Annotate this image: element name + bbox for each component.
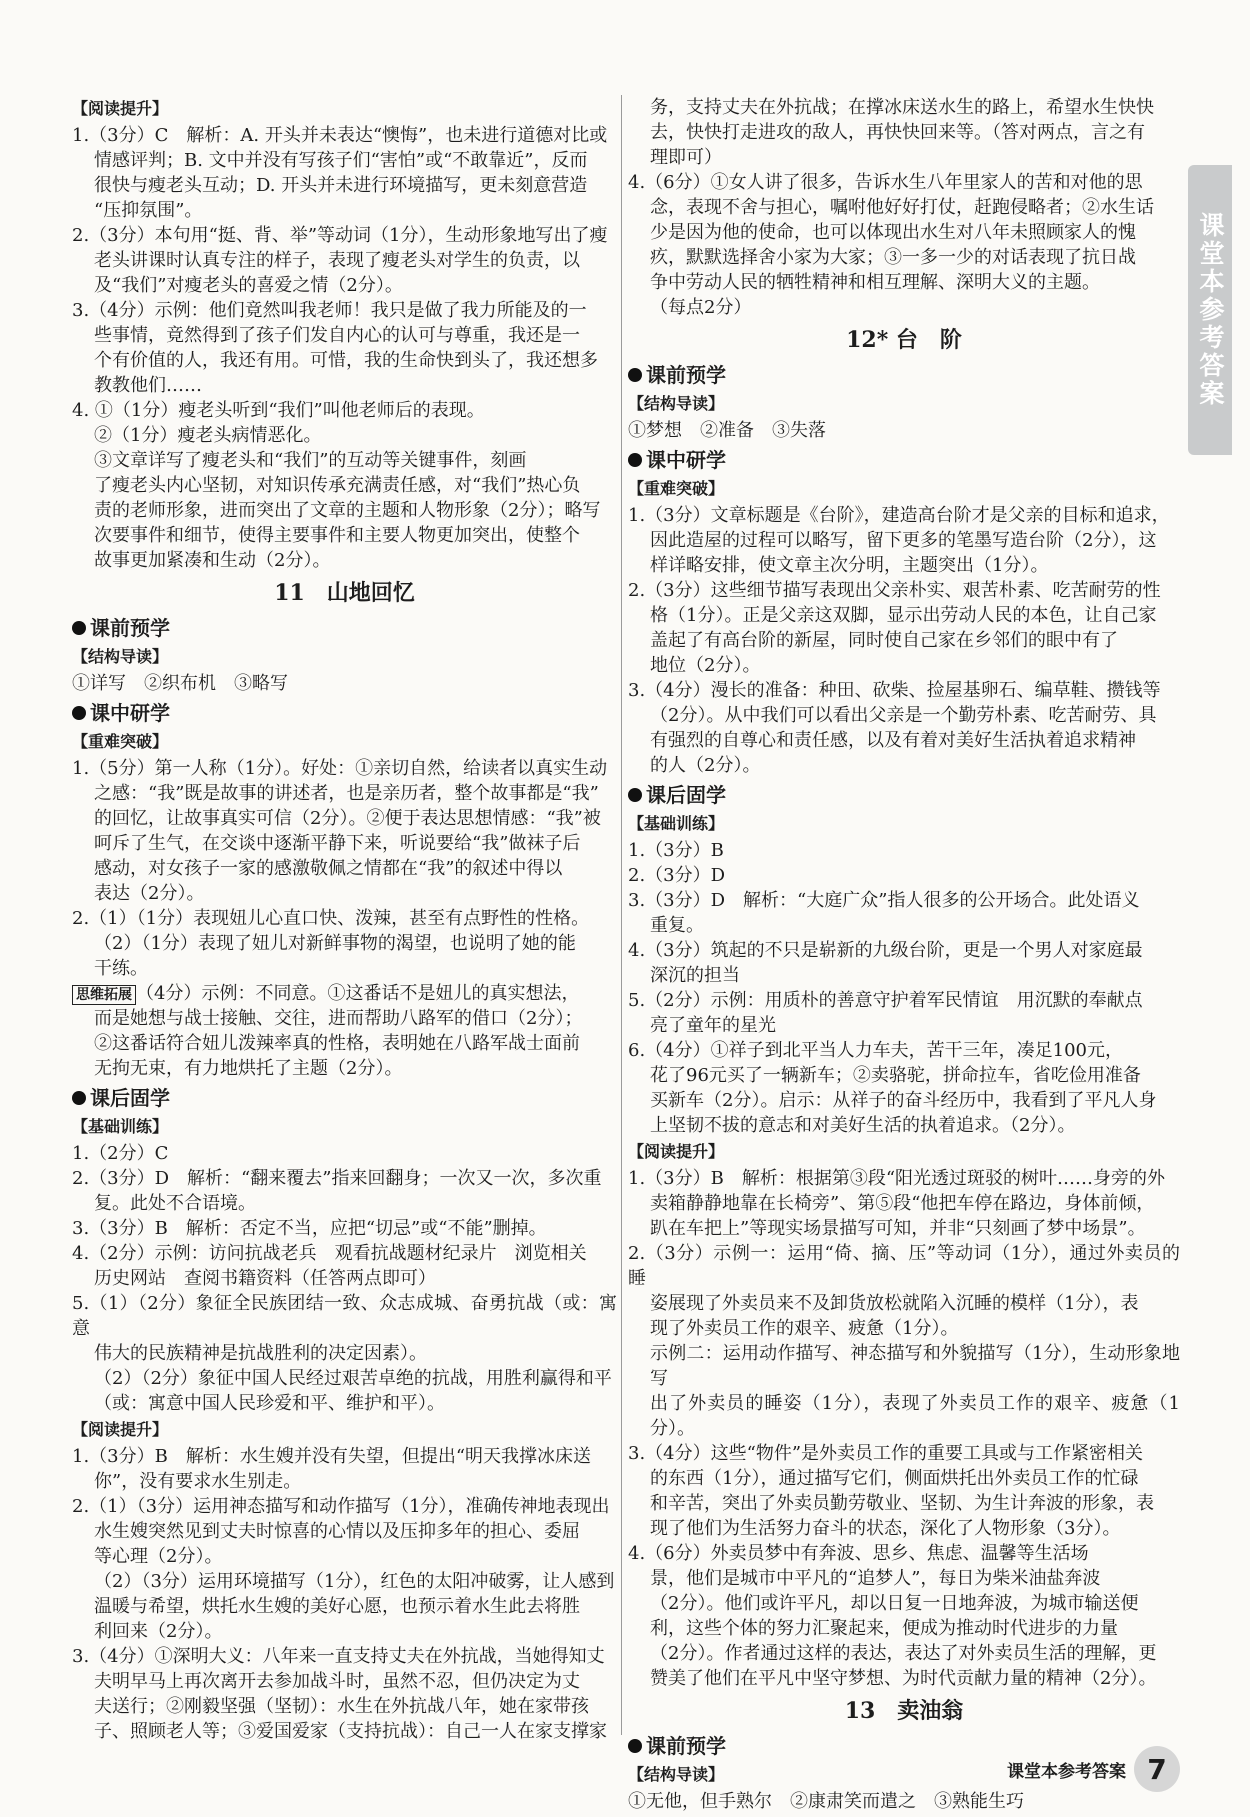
answer-line: 4.（6分）①女人讲了很多，告诉水生八年里家人的苦和对他的思 (628, 172, 1143, 193)
answer-line: 夫明早马上再次离开去参加战斗时，虽然不忍，但仍决定为丈 (94, 1671, 580, 1692)
answer-line: 感动，对女孩子一家的感激敬佩之情都在“我”的叙述中得以 (94, 858, 563, 879)
section-heading (72, 613, 617, 643)
bullet-dot-icon (72, 1091, 86, 1105)
subsection-tag: 【阅读提升】 (72, 1420, 169, 1439)
section-heading-text: 课中研学 (646, 448, 726, 472)
answer-line: 3.（4分）示例：他们竟然叫我老师！我只是做了我力所能及的一 (72, 300, 587, 321)
answer-line: 夫送行；②刚毅坚强（坚韧）：水生在外抗战八年，她在家带孩 (94, 1696, 589, 1717)
answer-line: 地位（2分）。 (650, 655, 761, 676)
answer-line: 务，支持丈夫在外抗战；在撑冰床送水生的路上，希望水生快快 (650, 97, 1154, 118)
answer-line: 姿展现了外卖员来不及卸货放松就陷入沉睡的模样（1分），表 (650, 1293, 1139, 1314)
answer-line: 因此造屋的过程可以略写，留下更多的笔墨写造台阶（2分），这 (650, 530, 1157, 551)
section-heading (628, 780, 1180, 810)
answer-line: 及“我们”对瘦老头的喜爱之情（2分）。 (94, 275, 403, 296)
lesson-title: 11 山地回忆 (274, 580, 415, 606)
answer-line: 争中劳动人民的牺牲精神和相互理解、深明大义的主题。 (650, 272, 1100, 293)
lesson-title: 12* 台 阶 (846, 327, 962, 353)
answer-line: 样详略安排，使文章主次分明，主题突出（1分）。 (650, 555, 1049, 576)
answer-line: 子、照顾老人等；③爱国爱家（支持抗战）：自己一人在家支撑家 (94, 1721, 607, 1742)
subsection-tag: 【结构导读】 (72, 647, 169, 666)
answer-line: 3.（3分）B 解析：否定不当，应把“切忌”或“不能”删掉。 (72, 1218, 547, 1239)
side-tab: 课堂本参考答案 (1188, 165, 1232, 455)
answer-line: 4.（2分）示例：访问抗战老兵 观看抗战题材纪录片 浏览相关 (72, 1243, 587, 1264)
answer-text: （4分）示例：不同意。①这番话不是妞儿的真实想法， (136, 983, 580, 1004)
answer-line: 表达（2分）。 (94, 883, 205, 904)
answer-line: 教教他们…… (94, 375, 202, 396)
answer-line: 少是因为他的使命，也可以体现出水生对八年未照顾家人的愧 (650, 222, 1136, 243)
page-footer (1007, 1746, 1180, 1792)
bullet-dot-icon (628, 368, 642, 382)
answer-line: 温暖与希望，烘托水生嫂的美好心愿，也预示着水生此去将胜 (94, 1596, 580, 1617)
answer-line: 次要事件和细节，使得主要事件和主要人物更加突出，使整个 (94, 525, 580, 546)
answer-line: 去，快快打走进攻的敌人，再快快回来等。（答对两点，言之有 (650, 122, 1145, 143)
answer-line: （2）（3分）运用环境描写（1分），红色的太阳冲破雾，让人感到 (94, 1571, 615, 1592)
answer-line: 4.（6分）外卖员梦中有奔波、思乡、焦虑、温馨等生活场 (628, 1543, 1089, 1564)
answer-line: 利，这些个体的努力汇聚起来，便成为推动时代进步的力量 (650, 1618, 1118, 1639)
answer-line: 3.（3分）D 解析：“大庭广众”指人很多的公开场合。此处语义 (628, 890, 1140, 911)
answer-line: 疚，默默选择舍小家为大家；③一多一少的对话表现了抗日战 (650, 247, 1136, 268)
section-heading (72, 698, 617, 728)
left-column (72, 95, 617, 1744)
answer-line: 1.（3分）C 解析：A. 开头并未表达“懊悔”，也未进行道德对比或 (72, 125, 608, 146)
answer-line: 个有价值的人，我还有用。可惜，我的生命快到头了，我还想多 (94, 350, 598, 371)
answer-line: ①详写 ②织布机 ③略写 (72, 673, 288, 694)
answer-line: 买新车（2分）。启示：从祥子的奋斗经历中，我看到了平凡人身 (650, 1090, 1157, 1111)
answer-line: 赞美了他们在平凡中坚守梦想、为时代贡献力量的精神（2分）。 (650, 1668, 1157, 1689)
subsection-tag: 【结构导读】 (628, 1765, 725, 1784)
bullet-dot-icon (628, 1739, 642, 1753)
answer-line: 深沉的担当 (650, 965, 740, 986)
answer-line: 2.（1）（1分）表现妞儿心直口快、泼辣，甚至有点野性的性格。 (72, 908, 590, 929)
think-expand-label: 思维拓展 (72, 985, 136, 1005)
answer-line: （2分）。作者通过这样的表达，表达了对外卖员生活的理解，更 (650, 1643, 1157, 1664)
answer-line: 了瘦老头内心坚韧，对知识传承充满责任感，对“我们”热心负 (94, 475, 581, 496)
section-heading (628, 360, 1180, 390)
lesson-title: 13 卖油翁 (844, 1698, 964, 1724)
answer-line: 4. ①（1分）瘦老头听到“我们”叫他老师后的表现。 (72, 400, 485, 421)
answer-line: 和辛苦，突出了外卖员勤劳敬业、坚韧、为生计奔波的形象，表 (650, 1493, 1154, 1514)
answer-line: 的人（2分）。 (650, 755, 761, 776)
answer-line: 之感：“我”既是故事的讲述者，也是亲历者，整个故事都是“我” (94, 783, 599, 804)
subsection-tag: 【重难突破】 (72, 732, 169, 751)
answer-line: （或：寓意中国人民珍爱和平、维护和平）。 (94, 1393, 445, 1414)
answer-line: 3.（4分）这些“物件”是外卖员工作的重要工具或与工作紧密相关 (628, 1443, 1144, 1464)
answer-line: 1.（3分）B (628, 840, 724, 861)
answer-line: 伟大的民族精神是抗战胜利的决定因素）。 (94, 1343, 427, 1364)
answer-line: ①梦想 ②准备 ③失落 (628, 420, 826, 441)
answer-line: （2分）。他们或许平凡，却以日复一日地奔波，为城市输送便 (650, 1593, 1139, 1614)
answer-line: 格（1分）。正是父亲这双脚，显示出劳动人民的本色，让自己家 (650, 605, 1157, 626)
answer-line: 历史网站 查阅书籍资料（任答两点即可） (94, 1268, 436, 1289)
subsection-tag: 【阅读提升】 (628, 1142, 725, 1161)
answer-line: 2.（3分）D 解析：“翻来覆去”指来回翻身；一次又一次，多次重 (72, 1168, 602, 1189)
bullet-dot-icon (72, 621, 86, 635)
column-divider (621, 95, 622, 1735)
answer-line: 故事更加紧凑和生动（2分）。 (94, 550, 331, 571)
section-heading-text: 课前预学 (646, 1734, 726, 1758)
section-heading-text: 课前预学 (90, 616, 170, 640)
answer-line: 干练。 (94, 958, 148, 979)
answer-line: 很快与瘦老头互动；D. 开头并未进行环境描写，更未刻意营造 (94, 175, 588, 196)
section-heading-text: 课前预学 (646, 363, 726, 387)
page-number: 7 (1134, 1746, 1180, 1792)
subsection-tag: 【基础训练】 (628, 814, 725, 833)
answer-line: 盖起了有高台阶的新屋，同时使自己家在乡邻们的眼中有了 (650, 630, 1118, 651)
bullet-dot-icon (628, 453, 642, 467)
answer-line: 理即可） (650, 147, 722, 168)
subsection-tag: 【结构导读】 (628, 394, 725, 413)
answer-line: ②这番话符合妞儿泼辣率真的性格，表明她在八路军战士面前 (94, 1033, 580, 1054)
answer-line: 趴在车把上”等现实场景描写可知，并非“只刻画了梦中场景”。 (650, 1218, 1146, 1239)
answer-line: “压抑氛围”。 (94, 200, 203, 221)
answer-line: 复。此处不合语境。 (94, 1193, 256, 1214)
answer-line: 水生嫂突然见到丈夫时惊喜的心情以及压抑多年的担心、委屈 (94, 1521, 580, 1542)
answer-line: 有强烈的自尊心和责任感，以及有着对美好生活执着追求精神 (650, 730, 1136, 751)
answer-line: 念，表现不舍与担心，嘱咐他好好打仗，赶跑侵略者；②水生话 (650, 197, 1154, 218)
answer-line: 你”，没有要求水生别走。 (94, 1471, 302, 1492)
answer-line: 3.（4分）漫长的准备：种田、砍柴、捡屋基卵石、编草鞋、攒钱等 (628, 680, 1161, 701)
answer-line: 情感评判；B. 文中并没有写孩子们“害怕”或“不敢靠近”，反而 (94, 150, 588, 171)
answer-line: 重复。 (650, 915, 704, 936)
answer-line: 2.（1）（3分）运用神态描写和动作描写（1分），准确传神地表现出 (72, 1496, 610, 1517)
answer-line: 4.（3分）筑起的不只是崭新的九级台阶，更是一个男人对家庭最 (628, 940, 1143, 961)
answer-line: 2.（3分）示例一：运用“倚、摘、压”等动词（1分），通过外卖员的睡 (628, 1243, 1180, 1289)
bullet-dot-icon (628, 788, 642, 802)
answer-line: 现了他们为生活努力奋斗的状态，深化了人物形象（3分）。 (650, 1518, 1121, 1539)
answer-line: 上坚韧不拔的意志和对美好生活的执着追求。（2分）。 (650, 1115, 1076, 1136)
answer-line: （每点2分） (650, 297, 752, 318)
answer-line: 而是她想与战士接触、交往，进而帮助八路军的借口（2分）； (94, 1008, 583, 1029)
answer-line: 亮了童年的星光 (650, 1015, 776, 1036)
subsection-tag: 【阅读提升】 (72, 99, 169, 118)
footer-label: 课堂本参考答案 (1007, 1761, 1126, 1782)
answer-line: 示例二：运用动作描写、神态描写和外貌描写（1分），生动形象地写 (650, 1343, 1180, 1389)
section-heading-text: 课后固学 (90, 1086, 170, 1110)
answer-line: 1.（3分）B 解析：水生嫂并没有失望，但提出“明天我撑冰床送 (72, 1446, 592, 1467)
subsection-tag: 【重难突破】 (628, 479, 725, 498)
answer-line: 1.（2分）C (72, 1143, 169, 1164)
section-heading (628, 445, 1180, 475)
answer-line: ②（1分）瘦老头病情恶化。 (94, 425, 322, 446)
answer-line: 2.（3分）这些细节描写表现出父亲朴实、艰苦朴素、吃苦耐劳的性 (628, 580, 1161, 601)
answer-line: 呵斥了生气，在交谈中逐渐平静下来，听说要给“我”做袜子后 (94, 833, 581, 854)
answer-line: 2.（3分）本句用“挺、背、举”等动词（1分），生动形象地写出了瘦 (72, 225, 608, 246)
bullet-dot-icon (72, 706, 86, 720)
answer-line: （2分）。从中我们可以看出父亲是一个勤劳朴素、吃苦耐劳、具 (650, 705, 1157, 726)
right-column (628, 95, 1180, 1814)
answer-line: 6.（4分）①祥子到北平当人力车夫，苦干三年，凑足100元， (628, 1040, 1123, 1061)
section-heading-text: 课中研学 (90, 701, 170, 725)
answer-line: 无拘无束，有力地烘托了主题（2分）。 (94, 1058, 403, 1079)
answer-line: 些事情，竟然得到了孩子们发自内心的认可与尊重，我还是一 (94, 325, 580, 346)
answer-line: 等心理（2分）。 (94, 1546, 223, 1567)
answer-line: 现了外卖员工作的艰辛、疲惫（1分）。 (650, 1318, 959, 1339)
answer-line (72, 981, 617, 1006)
answer-line: 老头讲课时认真专注的样子，表现了瘦老头对学生的负责，以 (94, 250, 580, 271)
answer-line: 5.（1）（2分）象征全民族团结一致、众志成城、奋勇抗战（或：寓意 (72, 1293, 617, 1339)
answer-line: 花了96元买了一辆新车；②卖骆驼，拼命拉车，省吃俭用准备 (650, 1065, 1141, 1086)
answer-line: 景，他们是城市中平凡的“追梦人”，每日为柴米油盐奔波 (650, 1568, 1101, 1589)
answer-line: 责的老师形象，进而突出了文章的主题和人物形象（2分）；略写 (94, 500, 601, 521)
answer-line: 的回忆，让故事真实可信（2分）。②便于表达思想情感：“我”被 (94, 808, 601, 829)
subsection-tag: 【基础训练】 (72, 1117, 169, 1136)
answer-line: 1.（5分）第一人称（1分）。好处：①亲切自然，给读者以真实生动 (72, 758, 608, 779)
answer-line: （2）（1分）表现了妞儿对新鲜事物的渴望，也说明了她的能 (94, 933, 576, 954)
answer-line: 出了外卖员的睡姿（1分），表现了外卖员工作的艰辛、疲惫（1分）。 (650, 1393, 1180, 1439)
answer-line: 1.（3分）B 解析：根据第③段“阳光透过斑驳的树叶……身旁的外 (628, 1168, 1166, 1189)
section-heading (72, 1083, 617, 1113)
answer-line: 的东西（1分），通过描写它们，侧面烘托出外卖员工作的忙碌 (650, 1468, 1139, 1489)
answer-line: ①无他，但手熟尔 ②康肃笑而遣之 ③熟能生巧 (628, 1791, 1024, 1812)
answer-line: 3.（4分）①深明大义：八年来一直支持丈夫在外抗战，当她得知丈 (72, 1646, 605, 1667)
answer-line: 卖箱静静地靠在长椅旁”、第⑤段“他把车停在路边，身体前倾， (650, 1193, 1155, 1214)
answer-line: 1.（3分）文章标题是《台阶》，建造高台阶才是父亲的目标和追求， (628, 505, 1170, 526)
answer-line: 5.（2分）示例：用质朴的善意守护着军民情谊 用沉默的奉献点 (628, 990, 1143, 1011)
answer-line: （2）（2分）象征中国人民经过艰苦卓绝的抗战，用胜利赢得和平 (94, 1368, 612, 1389)
answer-line: 2.（3分）D (628, 865, 726, 886)
section-heading-text: 课后固学 (646, 783, 726, 807)
answer-line: 利回来（2分）。 (94, 1621, 223, 1642)
answer-line: ③文章详写了瘦老头和“我们”的互动等关键事件，刻画 (94, 450, 527, 471)
